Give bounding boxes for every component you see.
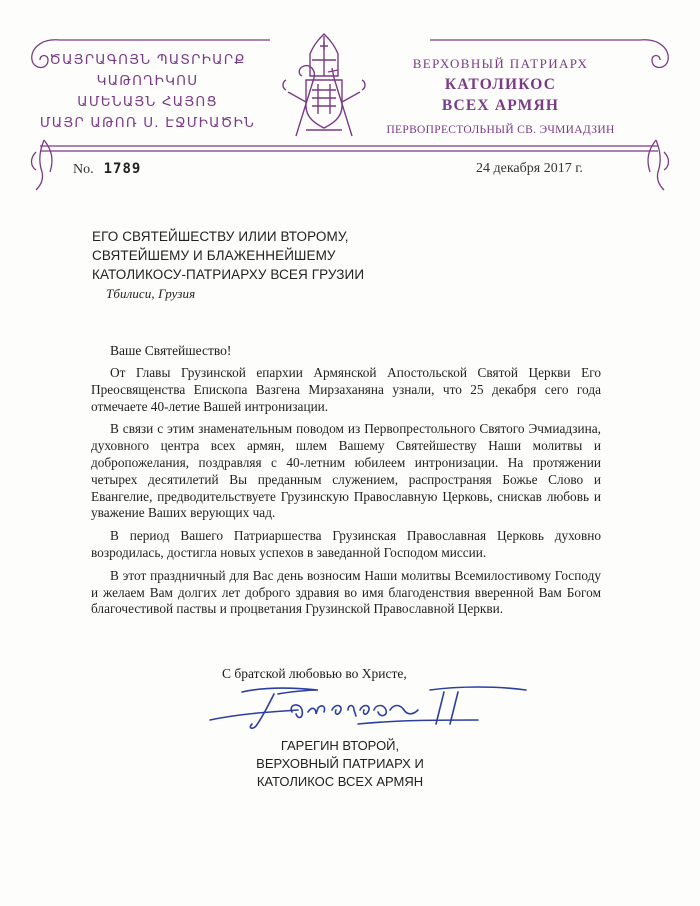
russian-letterhead (373, 54, 628, 140)
document-number-prefix: No. (73, 162, 94, 177)
letterhead-title-etchmiadzin: ПЕРВОПРЕСТОЛЬНЫЙ СВ. ЭЧМИАДЗИН (386, 124, 615, 136)
letterhead-title-catholicos: КАТОЛИКОС (444, 76, 557, 93)
addressee-block (92, 227, 492, 303)
signatory-block (240, 737, 440, 791)
complimentary-close: С братской любовью во Христе, (222, 666, 407, 681)
addressee-line-1: ЕГО СВЯТЕЙШЕСТВУ ИЛИИ ВТОРОМУ, (92, 229, 349, 244)
addressee-city: Тбилиси, Грузия (106, 286, 196, 301)
body-paragraph-2: В связи с этим знаменательным поводом из Первопрестольного Святого Эчмиадзина, духовного центра всех армян, шлем Вашему Святейшеству Наши молитвы и добропожелания, поздравляя с 40-летним юбилеем интронизации. На протяжении четырех десятилетий Вы преданным служением, распространяя Божье Слово и Евангелие, предводительствуете Грузинскую Православную Церковь, снискав любовь и уважение Ваших верующих чад. (91, 421, 601, 521)
handwritten-signature (208, 680, 528, 740)
armenian-line-4: ՄԱՅՐ ԱԹՈՌ Ս. ԷՋՄԻԱԾԻՆ (39, 115, 256, 131)
letter-body (91, 365, 601, 624)
signatory-title-1: ВЕРХОВНЫЙ ПАТРИАРХ И (256, 756, 424, 771)
armenian-line-2: ԿԱԹՈՂԻԿՈՍ (96, 73, 199, 89)
catholicos-coat-of-arms-icon (276, 32, 372, 144)
letterhead-title-patriarch: ВЕРХОВНЫЙ ПАТРИАРХ (412, 56, 589, 71)
letterhead-title-all-armenians: ВСЕХ АРМЯН (441, 97, 560, 114)
addressee-line-3: КАТОЛИКОСУ-ПАТРИАРХУ ВСЕЯ ГРУЗИИ (92, 267, 365, 282)
body-paragraph-4: В этот праздничный для Вас день возносим Наши молитвы Всемилостивому Господу и желаем Вам долгих лет доброго здравия во имя благоденствия вверенной Вам Богом благочестивой паствы и процветания Грузинской Православной Церкви. (91, 567, 601, 617)
body-paragraph-1: От Главы Грузинской епархии Армянской Апостольской Святой Церкви Его Преосвященства Епископа Вазгена Мирзаханяна узнали, что 25 декабря сего года отмечаете 40-летие Вашей интронизации. (91, 365, 601, 414)
document-date: 24 декабря 2017 г. (476, 161, 583, 176)
salutation: Ваше Святейшество! (110, 343, 232, 358)
signatory-name: ГАРЕГИН ВТОРОЙ, (280, 738, 400, 753)
document-number (73, 161, 141, 178)
addressee-line-2: СВЯТЕЙШЕМУ И БЛАЖЕННЕЙШЕМУ (92, 248, 336, 263)
body-paragraph-3: В период Вашего Патриаршества Грузинская Православная Церковь духовно возродилась, достигла новых успехов в заведанной Господом миссии. (91, 528, 601, 560)
armenian-letterhead (20, 50, 275, 134)
armenian-line-3: ԱՄԵՆԱՅՆ ՀԱՅՈՑ (77, 94, 218, 110)
signatory-title-2: КАТОЛИКОС ВСЕХ АРМЯН (256, 774, 424, 789)
armenian-line-1: ԾԱՅՐԱԳՈՅՆ ՊԱՏՐԻԱՐՔ (49, 52, 246, 68)
document-number-value: 1789 (103, 161, 142, 177)
